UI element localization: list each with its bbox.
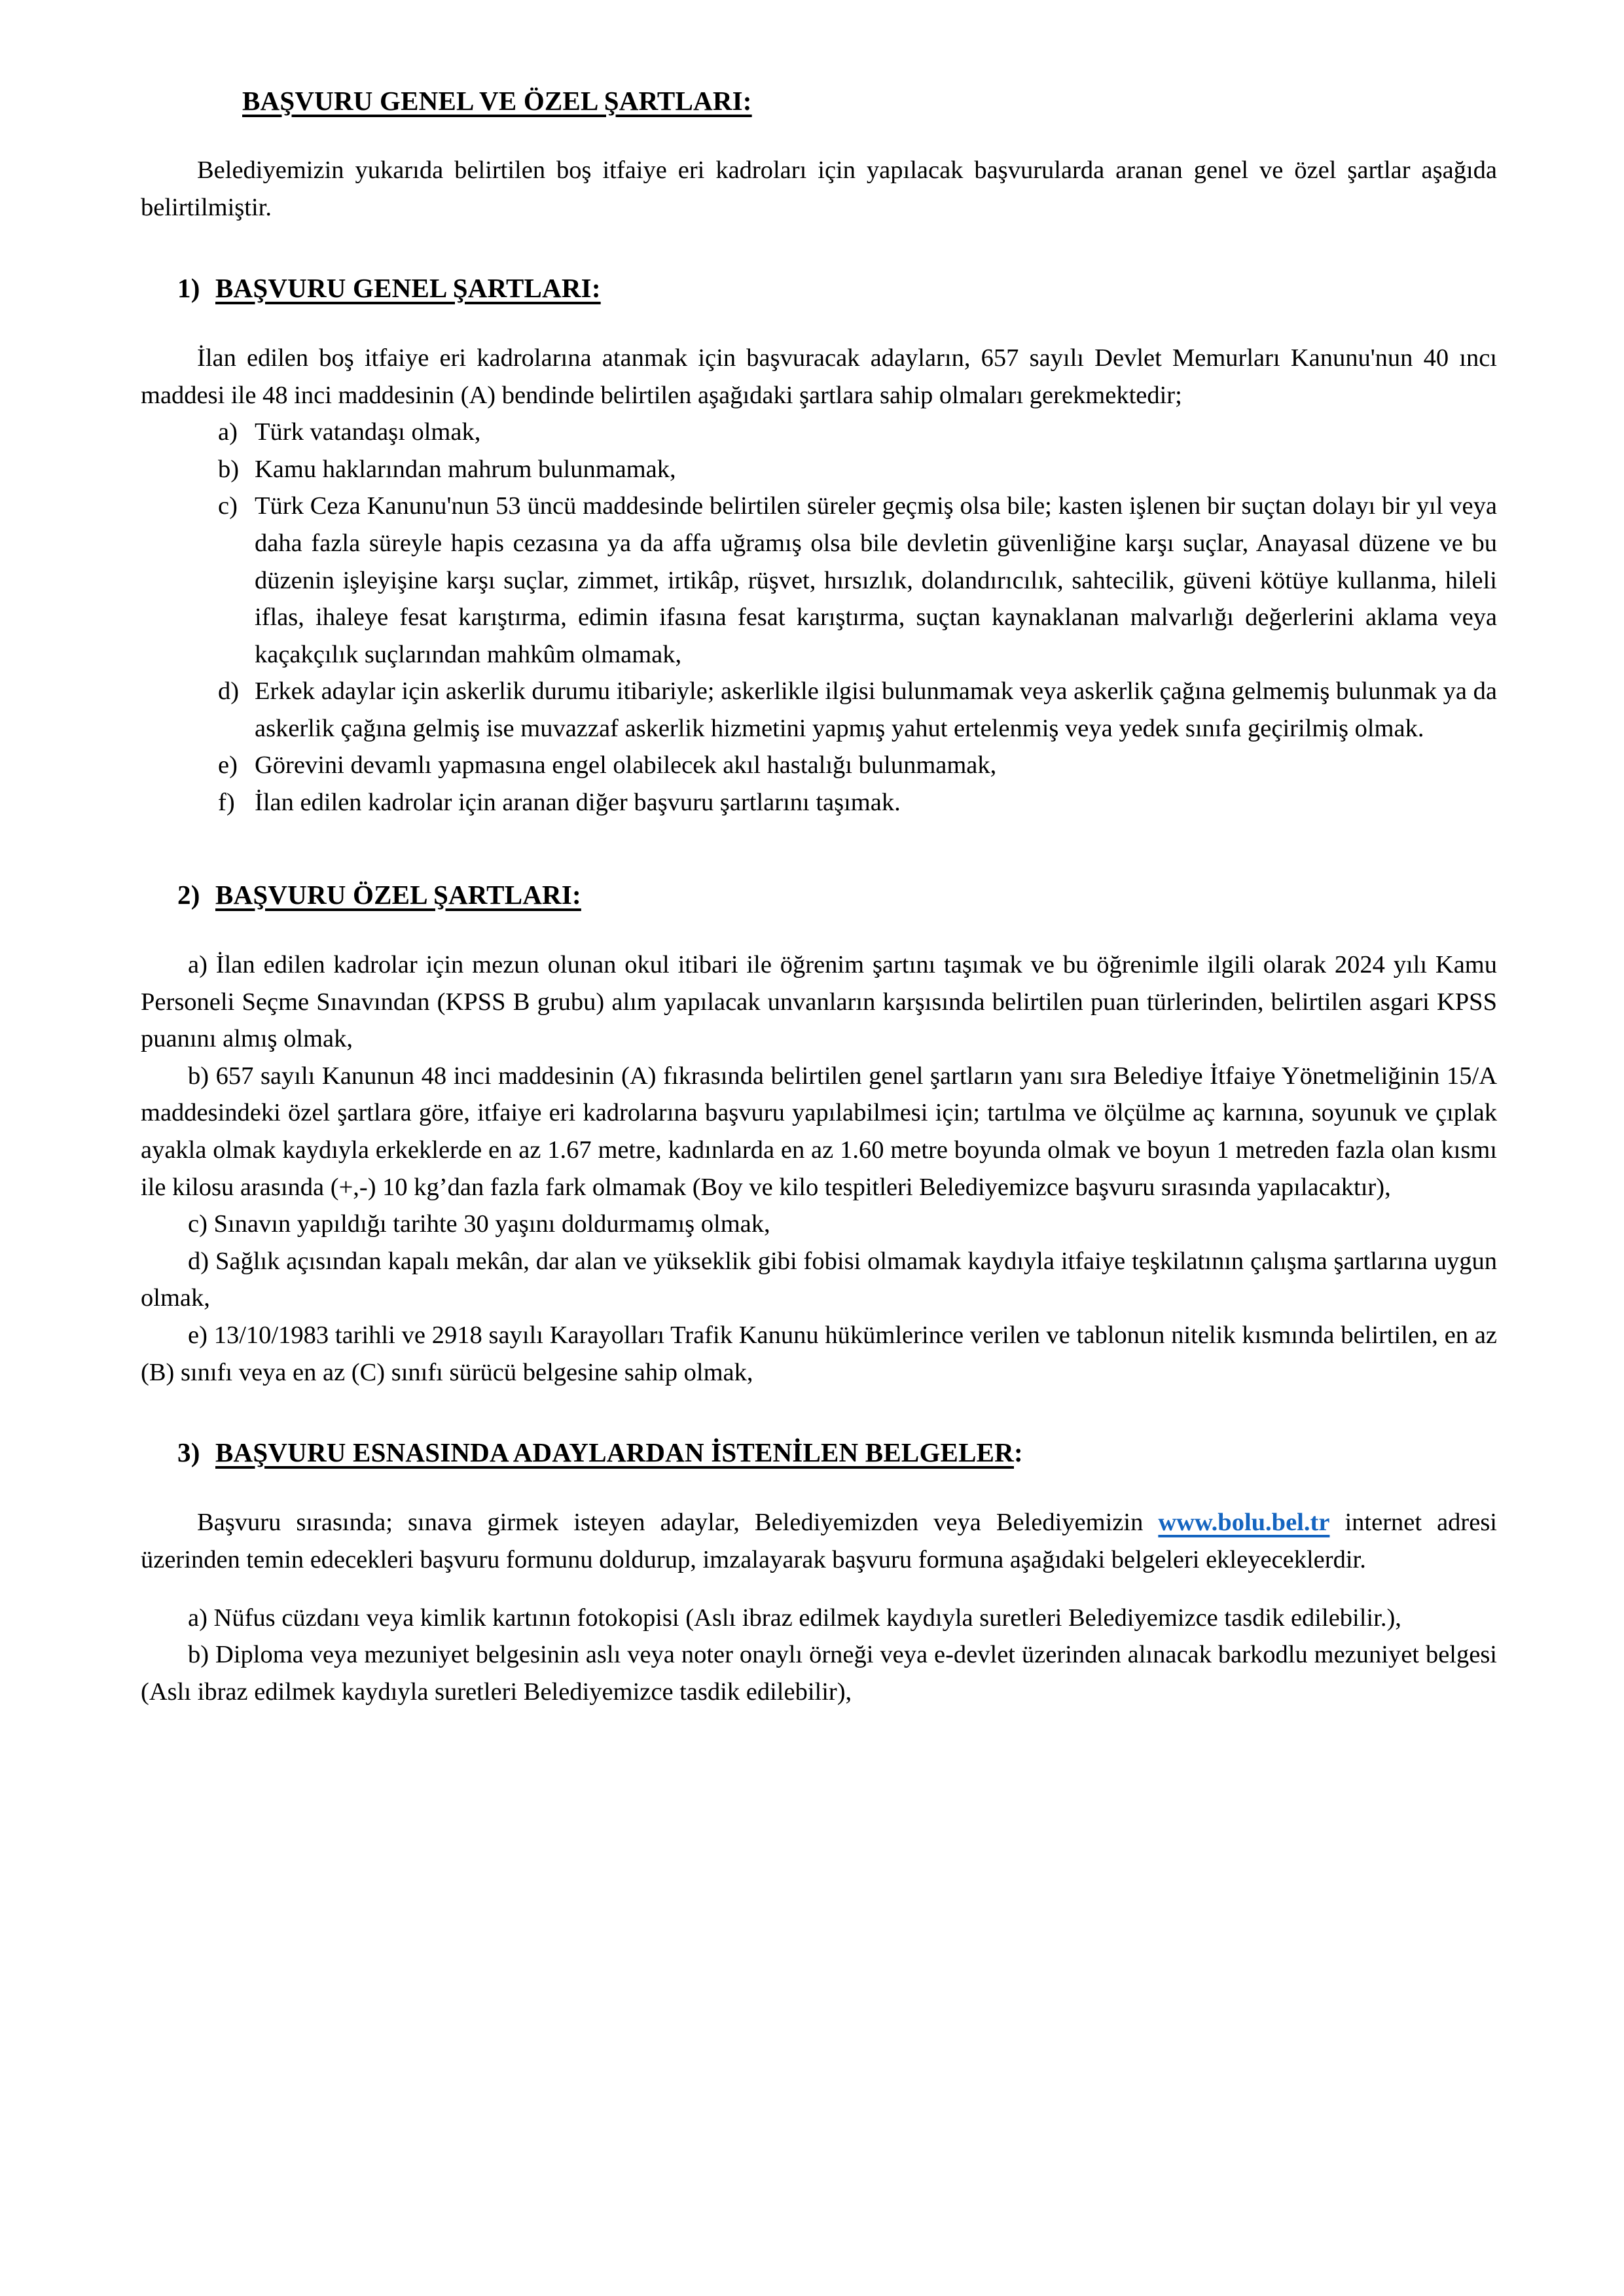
list-item-text: Türk Ceza Kanunu'nun 53 üncü maddesinde belirtilen süreler geçmiş olsa bile; kasten işlenen bir suçtan dolayı bir yıl veya daha fazla süreyle hapis cezasına ya da affa uğramış olsa bile devletin güvenliğine karşı suçlar, Anayasal düzene ve bu düzenin işleyişine karşı suçlar, zimmet, irtikâp, rüşvet, hırsızlık, dolandırıcılık, sahtecilik, güveni kötüye kullanma, hileli iflas, ihaleye fesat karıştırma, edimin ifasına fesat karıştırma, suçtan kaynaklanan malvarlığı değerlerini aklama veya kaçakçılık suçlarından mahkûm olmamak,	[255, 492, 1497, 668]
section-3-paragraph-a: a) Nüfus cüzdanı veya kimlik kartının fotokopisi (Aslı ibraz edilmek kaydıyla suretleri Belediyemizce tasdik edilebilir.),	[188, 1604, 1401, 1632]
list-item	[141, 414, 1497, 451]
section-2-paragraph-d: d) Sağlık açısından kapalı mekân, dar alan ve yükseklik gibi fobisi olmamak kaydıyla itfaiye teşkilatının çalışma şartlarına uygun olmak,	[141, 1247, 1497, 1312]
intro-paragraph: Belediyemizin yukarıda belirtilen boş itfaiye eri kadroları için yapılacak başvurularda aranan genel ve özel şartlar aşağıda belirtilmiştir.	[141, 156, 1497, 222]
list-marker: e)	[218, 751, 238, 780]
spacer	[141, 1470, 1497, 1504]
list-item-text: Görevini devamlı yapmasına engel olabilecek akıl hastalığı bulunmamak,	[255, 751, 997, 780]
section-3-heading-wrap	[215, 1435, 1023, 1470]
spacer	[141, 118, 1497, 152]
section-2-heading	[141, 878, 1497, 912]
section-2-paragraph-c: c) Sınavın yapıldığı tarihte 30 yaşını doldurmamış olmak,	[188, 1210, 770, 1238]
list-marker: f)	[218, 789, 235, 817]
section-2-number: 2)	[177, 879, 200, 910]
section-1-list	[141, 414, 1497, 821]
section-2-heading-text: BAŞVURU ÖZEL ŞARTLARI:	[215, 879, 581, 910]
spacer	[141, 912, 1497, 946]
section-3-lead-after-link: internet adresi üzerinden temin edecekleri başvuru formunu doldurup, imzalayarak başvuru formuna aşağıdaki belgeleri ekleyeceklerdir.	[141, 1509, 1498, 1573]
spacer	[141, 1391, 1497, 1435]
section-3-paragraph-b: b) Diploma veya mezuniyet belgesinin aslı veya noter onaylı örneği veya e-devlet üzerinden alınacak barkodlu mezuniyet belgesi (Aslı ibraz edilmek kaydıyla suretleri Belediyemizce tasdik edilebilir),	[141, 1641, 1497, 1706]
page-title	[141, 84, 1497, 118]
website-link[interactable]: www.bolu.bel.tr	[1158, 1509, 1330, 1537]
list-marker: d)	[218, 677, 240, 706]
list-item-text: Türk vatandaşı olmak,	[255, 418, 481, 446]
list-item-text: İlan edilen kadrolar için aranan diğer başvuru şartlarını taşımak.	[255, 789, 901, 817]
section-2-paragraph-e: e) 13/10/1983 tarihli ve 2918 sayılı Karayolları Trafik Kanunu hükümlerince verilen ve tablonun nitelik kısmında belirtilen, en az (B) sınıfı veya en az (C) sınıfı sürücü belgesine sahip olmak,	[141, 1321, 1497, 1386]
section-2-paragraph-a: a) İlan edilen kadrolar için mezun olunan okul itibari ile öğrenim şartını taşımak ve bu öğrenimle ilgili olarak 2024 yılı Kamu Personeli Seçme Sınavından (KPSS B grubu) alım yapılacak unvanların karşısında belirtilen puan türlerinden, belirtilen asgari KPSS puanını almış olmak,	[141, 950, 1497, 1053]
section-3-number: 3)	[177, 1437, 200, 1468]
page-title-text: BAŞVURU GENEL VE ÖZEL ŞARTLARI:	[242, 86, 752, 116]
spacer	[141, 1579, 1497, 1600]
section-3-heading-text: BAŞVURU ESNASINDA ADAYLARDAN İSTENİLEN BELGELER	[215, 1437, 1014, 1468]
section-3-heading	[141, 1435, 1497, 1470]
section-3-lead	[141, 1504, 1497, 1578]
spacer	[141, 226, 1497, 271]
section-3-heading-colon: :	[1013, 1437, 1023, 1468]
spacer	[141, 306, 1497, 340]
section-2-paragraph-b: b) 657 sayılı Kanunun 48 inci maddesinin (A) fıkrasında belirtilen genel şartların yanı sıra Belediye İtfaiye Yönetmeliğinin 15/A maddesindeki özel şartlara göre, itfaiye eri kadrolarına başvuru yapılabilmesi için; tartılma ve ölçülme aç karnına, soyunuk ve çıplak ayakla olmak kaydıyla erkeklerde en az 1.67 metre, kadınlarda en az 1.60 metre boyunda olmak ve boyun 1 metreden fazla olan kısmı ile kilosu arasında (+,-) 10 kg’dan fazla fark olmamak (Boy ve kilo tespitleri Belediyemizce başvuru sırasında yapılacaktır),	[141, 1062, 1497, 1201]
list-marker: c)	[218, 492, 238, 520]
section-1-lead: İlan edilen boş itfaiye eri kadrolarına atanmak için başvuracak adayların, 657 sayılı Devlet Memurları Kanunu'nun 40 ıncı maddesi ile 48 inci maddesinin (A) bendinde belirtilen aşağıdaki şartlara sahip olmaları gerekmektedir;	[141, 344, 1497, 409]
section-1-heading	[141, 271, 1497, 306]
section-3-lead-before-link: Başvuru sırasında; sınava girmek isteyen adaylar, Belediyemizden veya Belediyemizin	[197, 1509, 1159, 1537]
list-item	[141, 673, 1497, 747]
section-1-number: 1)	[177, 272, 200, 303]
spacer	[141, 821, 1497, 878]
section-1-heading-text: BAŞVURU GENEL ŞARTLARI:	[215, 272, 601, 303]
list-marker: a)	[218, 418, 238, 446]
list-item	[141, 451, 1497, 488]
document-content	[141, 84, 1497, 1710]
list-item	[141, 747, 1497, 784]
list-item	[141, 784, 1497, 821]
list-item-text: Erkek adaylar için askerlik durumu itibariyle; askerlikle ilgisi bulunmamak veya askerlik çağına gelmemiş bulunmak ya da askerlik çağına gelmiş ise muvazzaf askerlik hizmetini yapmış yahut ertelenmiş veya yedek sınıfa geçirilmiş olmak.	[255, 677, 1497, 742]
list-item-text: Kamu haklarından mahrum bulunmamak,	[255, 455, 676, 483]
list-marker: b)	[218, 455, 240, 483]
list-item	[141, 488, 1497, 673]
